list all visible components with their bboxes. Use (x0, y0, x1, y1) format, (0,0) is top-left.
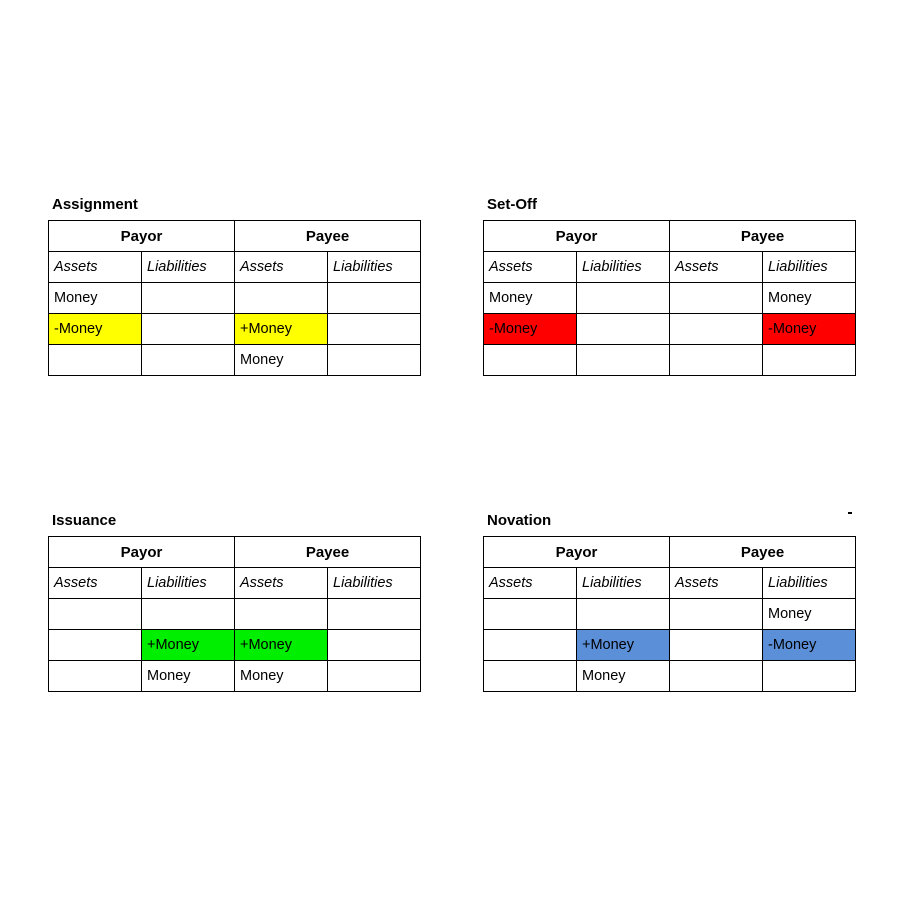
table-cell: Money (142, 661, 235, 692)
party-header-row (484, 221, 856, 252)
party-header-row (49, 221, 421, 252)
table-cell (670, 314, 763, 345)
table-cell: Money (235, 661, 328, 692)
column-header-cell: Assets (49, 252, 142, 283)
table-row (484, 630, 856, 661)
table-cell: Money (763, 283, 856, 314)
party-header-cell: Payor (484, 221, 670, 252)
table-row (484, 314, 856, 345)
party-header-row (49, 537, 421, 568)
column-header-row (484, 568, 856, 599)
table-cell (142, 283, 235, 314)
table-cell: -Money (763, 630, 856, 661)
table-cell (328, 599, 421, 630)
table-cell: +Money (235, 630, 328, 661)
table-cell (763, 661, 856, 692)
panel-assignment (48, 196, 421, 376)
table-cell: Money (484, 283, 577, 314)
table-cell: Money (577, 661, 670, 692)
column-header-row (484, 252, 856, 283)
table-cell (670, 345, 763, 376)
column-header-cell: Liabilities (328, 568, 421, 599)
party-header-cell: Payee (670, 221, 856, 252)
table-cell (142, 345, 235, 376)
table-row (49, 314, 421, 345)
column-header-cell: Liabilities (142, 568, 235, 599)
party-header-cell: Payor (49, 537, 235, 568)
table-cell (328, 661, 421, 692)
table-row (484, 661, 856, 692)
panel-title-novation: Novation (487, 512, 552, 529)
table-row (49, 283, 421, 314)
table-cell: -Money (484, 314, 577, 345)
table-cell (577, 314, 670, 345)
panel-title-issuance: Issuance (52, 512, 117, 529)
table-cell: -Money (763, 314, 856, 345)
table-cell (49, 599, 142, 630)
table-cell (484, 345, 577, 376)
column-header-cell: Liabilities (763, 568, 856, 599)
table-cell (328, 314, 421, 345)
table-cell (235, 599, 328, 630)
table-cell (484, 661, 577, 692)
panel-title-assignment: Assignment (52, 196, 138, 213)
column-header-cell: Liabilities (577, 252, 670, 283)
table-assignment (48, 220, 421, 376)
table-row (484, 345, 856, 376)
table-cell (484, 599, 577, 630)
table-cell: +Money (235, 314, 328, 345)
party-header-cell: Payor (484, 537, 670, 568)
party-header-cell: Payee (235, 537, 421, 568)
column-header-cell: Liabilities (577, 568, 670, 599)
table-cell (577, 283, 670, 314)
table-row (49, 345, 421, 376)
column-header-cell: Assets (484, 568, 577, 599)
panel-set-off (483, 196, 856, 376)
table-cell (670, 283, 763, 314)
table-cell: Money (235, 345, 328, 376)
panel-novation (483, 512, 856, 692)
table-cell (670, 599, 763, 630)
table-cell (328, 283, 421, 314)
table-cell: Money (49, 283, 142, 314)
table-cell: +Money (142, 630, 235, 661)
table-cell (142, 599, 235, 630)
party-header-cell: Payee (670, 537, 856, 568)
table-cell (577, 345, 670, 376)
table-row (484, 599, 856, 630)
table-novation (483, 536, 856, 692)
table-cell: Money (763, 599, 856, 630)
column-header-row (49, 252, 421, 283)
column-header-cell: Liabilities (763, 252, 856, 283)
party-header-cell: Payor (49, 221, 235, 252)
table-cell (763, 345, 856, 376)
party-header-cell: Payee (235, 221, 421, 252)
table-cell (670, 630, 763, 661)
table-cell (328, 345, 421, 376)
column-header-cell: Assets (49, 568, 142, 599)
table-cell (484, 630, 577, 661)
column-header-cell: Assets (235, 252, 328, 283)
column-header-cell: Assets (235, 568, 328, 599)
column-header-cell: Assets (670, 252, 763, 283)
column-header-cell: Liabilities (328, 252, 421, 283)
table-cell: -Money (49, 314, 142, 345)
column-header-cell: Assets (484, 252, 577, 283)
table-cell (49, 345, 142, 376)
panel-title-set-off: Set-Off (487, 196, 537, 213)
table-cell (49, 661, 142, 692)
table-row (484, 283, 856, 314)
table-cell (670, 661, 763, 692)
panel-issuance (48, 512, 421, 692)
table-cell: +Money (577, 630, 670, 661)
table-cell (49, 630, 142, 661)
table-row (49, 630, 421, 661)
column-header-row (49, 568, 421, 599)
column-header-cell: Liabilities (142, 252, 235, 283)
table-cell (142, 314, 235, 345)
table-row (49, 599, 421, 630)
table-cell (235, 283, 328, 314)
table-issuance (48, 536, 421, 692)
table-cell (328, 630, 421, 661)
table-cell (577, 599, 670, 630)
column-header-cell: Assets (670, 568, 763, 599)
table-row (49, 661, 421, 692)
table-set-off (483, 220, 856, 376)
party-header-row (484, 537, 856, 568)
